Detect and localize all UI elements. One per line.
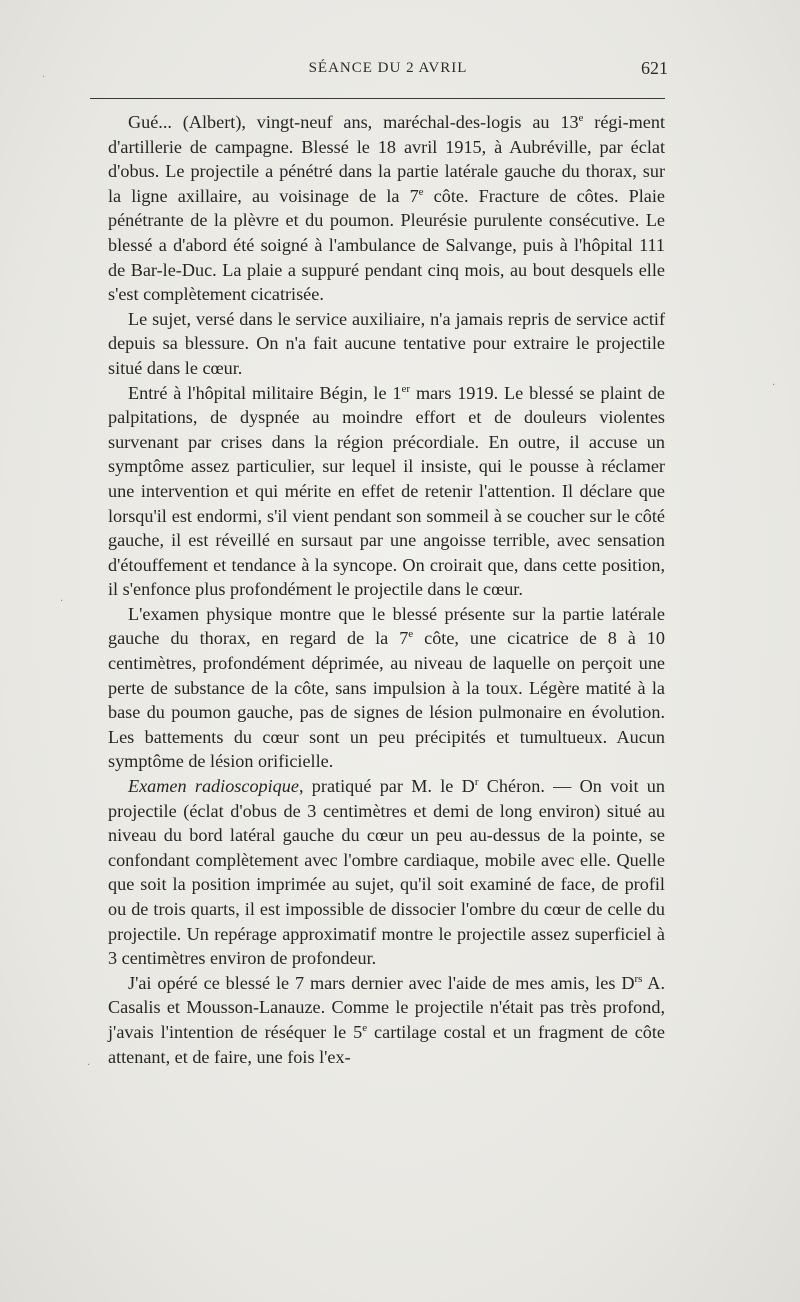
paragraph xyxy=(108,381,665,602)
running-head: SÉANCE DU 2 AVRIL xyxy=(308,60,468,76)
text-run: L'examen physique montre que le blessé présente sur la partie latérale gauche du thorax, en regard de la 7 xyxy=(108,603,665,649)
text-run: côte. Fracture de côtes. Plaie pénétrante de la plèvre et du poumon. Pleurésie purulente consécutive. Le blessé a d'abord été soigné à l'ambulance de Salvange, puis à l'hôpital 111 de Bar-le-Duc. La plaie a suppuré pendant cinq mois, au bout desquels elle s'est complètement cicatrisée. xyxy=(108,185,666,305)
superscript: e xyxy=(418,185,424,198)
paragraph xyxy=(108,774,665,971)
print-speck: · xyxy=(772,380,776,391)
text-run: Entré à l'hôpital militaire Bégin, le 1 xyxy=(128,382,402,403)
superscript: r xyxy=(474,775,479,788)
print-speck: · xyxy=(87,1060,91,1071)
paragraph xyxy=(108,307,665,381)
superscript: e xyxy=(578,111,584,124)
body-text xyxy=(108,110,665,1069)
text-run: cartilage costal et un fragment de côte attenant, et de faire, une fois l'ex- xyxy=(108,1021,665,1067)
print-speck: · xyxy=(42,72,46,83)
text-run: Chéron. — On voit un projectile (éclat d'obus de 3 centimètres et demi de long environ) situé au niveau du bord latéral gauche du cœur un peu au-dessus de la pointe, se confondant complètement avec l'ombre cardiaque, mobile avec elle. Quelle que soit la position imprimée au sujet, qu'il soit examiné de face, de profil ou de trois quarts, il est impossible de dissocier l'ombre du cœur de celle du projectile. Un repérage approximatif montre le projectile assez superficiel à 3 centimètres environ de profondeur. xyxy=(108,776,665,969)
paragraph xyxy=(108,110,665,307)
text-run: J'ai opéré ce blessé le 7 mars dernier avec l'aide de mes amis, les D xyxy=(128,972,635,993)
text-run: côte, une cicatrice de 8 à 10 centimètres, profondément déprimée, au niveau de laquelle on perçoit une perte de substance de la côte, sans impulsion à la toux. Légère matité à la base du poumon gauche, pas de signes de lésion pulmonaire en évolution. Les battements du cœur sont un peu précipités et tumultueux. Aucun symptôme de lésion orificielle. xyxy=(108,628,665,772)
text-run: régi-ment d'artillerie de campagne. Blessé le 18 avril 1915, à Aubréville, par éclat d'obus. Le projectile a pénétré dans la partie latérale gauche du thorax, sur la ligne axillaire, au voisinage de la 7 xyxy=(108,112,666,206)
superscript: e xyxy=(362,1021,368,1034)
text-run: mars 1919. Le blessé se plaint de palpitations, de dyspnée au moindre effort et de douleurs violentes survenant par crises dans la région précordiale. En outre, il accuse un symptôme assez particulier, sur lequel il insiste, qui le pousse à réclamer une intervention et qui mérite en effet de retenir l'attention. Il déclare que lorsqu'il est endormi, s'il vient pendant son sommeil à se coucher sur le côté gauche, il est réveillé en sursaut par une angoisse terrible, avec sensation d'étouffement et tendance à la syncope. On croirait que, dans cette position, il s'enfonce plus profondément le projectile dans le cœur. xyxy=(108,382,665,600)
header-rule xyxy=(90,98,665,99)
page-number: 621 xyxy=(641,58,668,78)
text-run: Gué... (Albert), vingt-neuf ans, maréchal-des-logis au 13 xyxy=(128,112,579,132)
text-run: Le sujet, versé dans le service auxiliaire, n'a jamais repris de service actif depuis sa blessure. On n'a fait aucune tentative pour extraire le projectile situé dans le cœur. xyxy=(108,308,665,378)
text-run: , pratiqué par M. le D xyxy=(298,776,475,797)
italic-text: Examen radioscopique xyxy=(128,776,299,797)
paragraph xyxy=(108,602,665,774)
paragraph xyxy=(108,971,665,1069)
superscript: er xyxy=(401,382,411,395)
superscript: rs xyxy=(634,972,643,985)
superscript: e xyxy=(408,628,414,641)
page-header xyxy=(108,58,668,88)
text-run: A. Casalis et Mousson-Lanauze. Comme le projectile n'était pas très profond, j'avais l'intention de réséquer le 5 xyxy=(108,972,665,1042)
print-speck: · xyxy=(60,596,64,607)
